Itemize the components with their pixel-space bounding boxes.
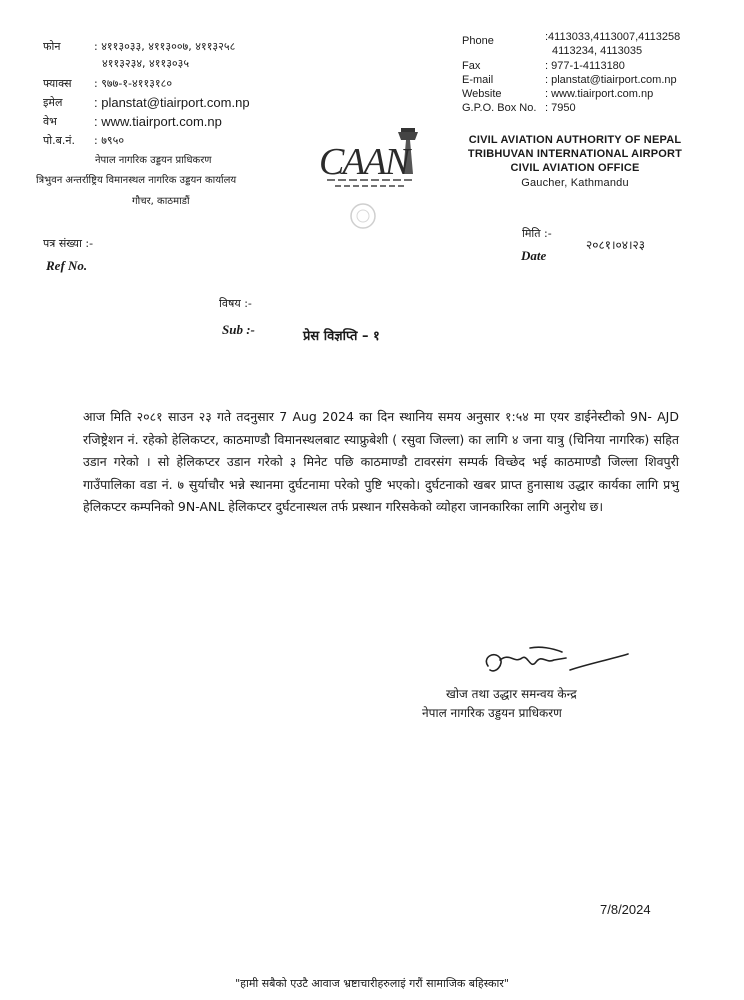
phone-value2-np: ४११३२३४, ४११३०३५ (102, 57, 190, 70)
ref-label-en: Ref No. (46, 258, 88, 273)
phone-value2-en: 4113234, 4113035 (552, 45, 643, 57)
phone-value-en: :4113033,4113007,4113258 (545, 31, 681, 43)
org-en-line2: TRIBHUVAN INTERNATIONAL AIRPORT (467, 148, 683, 160)
signature-mark (470, 640, 610, 690)
fax-label-en: Fax (462, 60, 481, 72)
date-label-np: मिति :- (522, 227, 552, 240)
signature-graphic (470, 640, 630, 690)
web-label-en: Website (462, 88, 502, 100)
web-label-np: वेभ (43, 115, 57, 128)
ref-label-np: पत्र संख्या :- (43, 237, 94, 250)
subject-label-en: Sub :- (222, 322, 255, 337)
org-np-line1: नेपाल नागरिक उड्डयन प्राधिकरण (95, 155, 212, 166)
subject-label-np: विषय :- (219, 297, 252, 310)
caan-logo-text: CAAN (319, 141, 409, 183)
org-np-line2: त्रिभुवन अन्तर्राष्ट्रिय विमानस्थल नागरिक उड्डयन कार्यालय (36, 175, 237, 186)
web-value-np: : www.tiairport.com.np (94, 114, 222, 129)
date-label-en: Date (521, 248, 547, 263)
pobox-label-np: पो.ब.नं. (43, 134, 75, 147)
org-en-line4: Gaucher, Kathmandu (521, 177, 629, 189)
phone-label-en: Phone (462, 35, 494, 47)
date-value: २०८१।०४।२३ (586, 238, 646, 252)
fax-value-np: : ९७७-१-४११३१८० (94, 77, 173, 90)
email-value-en: : planstat@tiairport.com.np (545, 74, 677, 86)
caan-logo (305, 112, 435, 242)
phone-value-np: : ४११३०३३, ४११३००७, ४११३२५८ (94, 40, 236, 53)
email-value-np: : planstat@tiairport.com.np (94, 95, 250, 110)
footer-slogan: "हामी सबैको एउटै आवाज भ्रष्टाचारीहरुलाइं गरौं सामाजिक बहिस्कार" (235, 977, 509, 990)
pobox-value-np: : ७९५० (94, 134, 125, 147)
fax-value-en: : 977-1-4113180 (545, 60, 625, 72)
fax-label-np: फ्याक्स (43, 77, 72, 90)
body-paragraph: आज मिति २०८१ साउन २३ गते तदनुसार 7 Aug 2024 का दिन स्थानिय समय अनुसार १:५४ मा एयर डाईनेस्टीको 9N- AJD रजिष्ट्रेशन नं. रहेको हेलिकप्टर, काठमाण्डौ विमानस्थलबाट स्याफ्रुबेशी ( रसुवा जिल्ला) का लागि ४ जना यात्रु (चिनिया नागरिक) सहित उडान गरेको । सो हेलिकप्टर उडान गरेको ३ मिनेट पछि काठमाण्डौ टावरसंग सम्पर्क विच्छेद भई काठमाण्डौ जिल्ला शिवपुरी गाउँपालिका वडा नं. ७ सुर्याचौर भन्ने स्थानमा दुर्घटनामा परेको पुष्टि भएको। दुर्घटनाको खबर प्राप्त हुनासाथ उद्धार कार्यका लागि प्रभु हेलिकप्टर कम्पनिको 9N-ANL हेलिकप्टर दुर्घटनास्थल तर्फ प्रस्थान गरिसकेको व्योहरा जानकारिका लागि अनुरोध छ। (83, 409, 679, 514)
subject-value: प्रेस विज्ञप्ति – १ (303, 329, 380, 344)
phone-label-np: फोन (43, 40, 61, 53)
email-label-en: E-mail (462, 74, 494, 86)
signature-line1: खोज तथा उद्धार समन्वय केन्द्र (446, 687, 577, 701)
email-label-np: इमेल (43, 96, 63, 109)
pobox-value-en: : 7950 (545, 102, 576, 114)
web-value-en: : www.tiairport.com.np (545, 88, 654, 100)
org-en-line1: CIVIL AVIATION AUTHORITY OF NEPAL (468, 134, 682, 146)
org-en-line3: CIVIL AVIATION OFFICE (510, 162, 640, 174)
org-np-line3: गौचर, काठमाडौं (132, 196, 190, 207)
signature-line2: नेपाल नागरिक उड्डयन प्राधिकरण (422, 706, 562, 720)
print-date: 7/8/2024 (600, 902, 651, 917)
pobox-label-en: G.P.O. Box No. (462, 102, 537, 114)
